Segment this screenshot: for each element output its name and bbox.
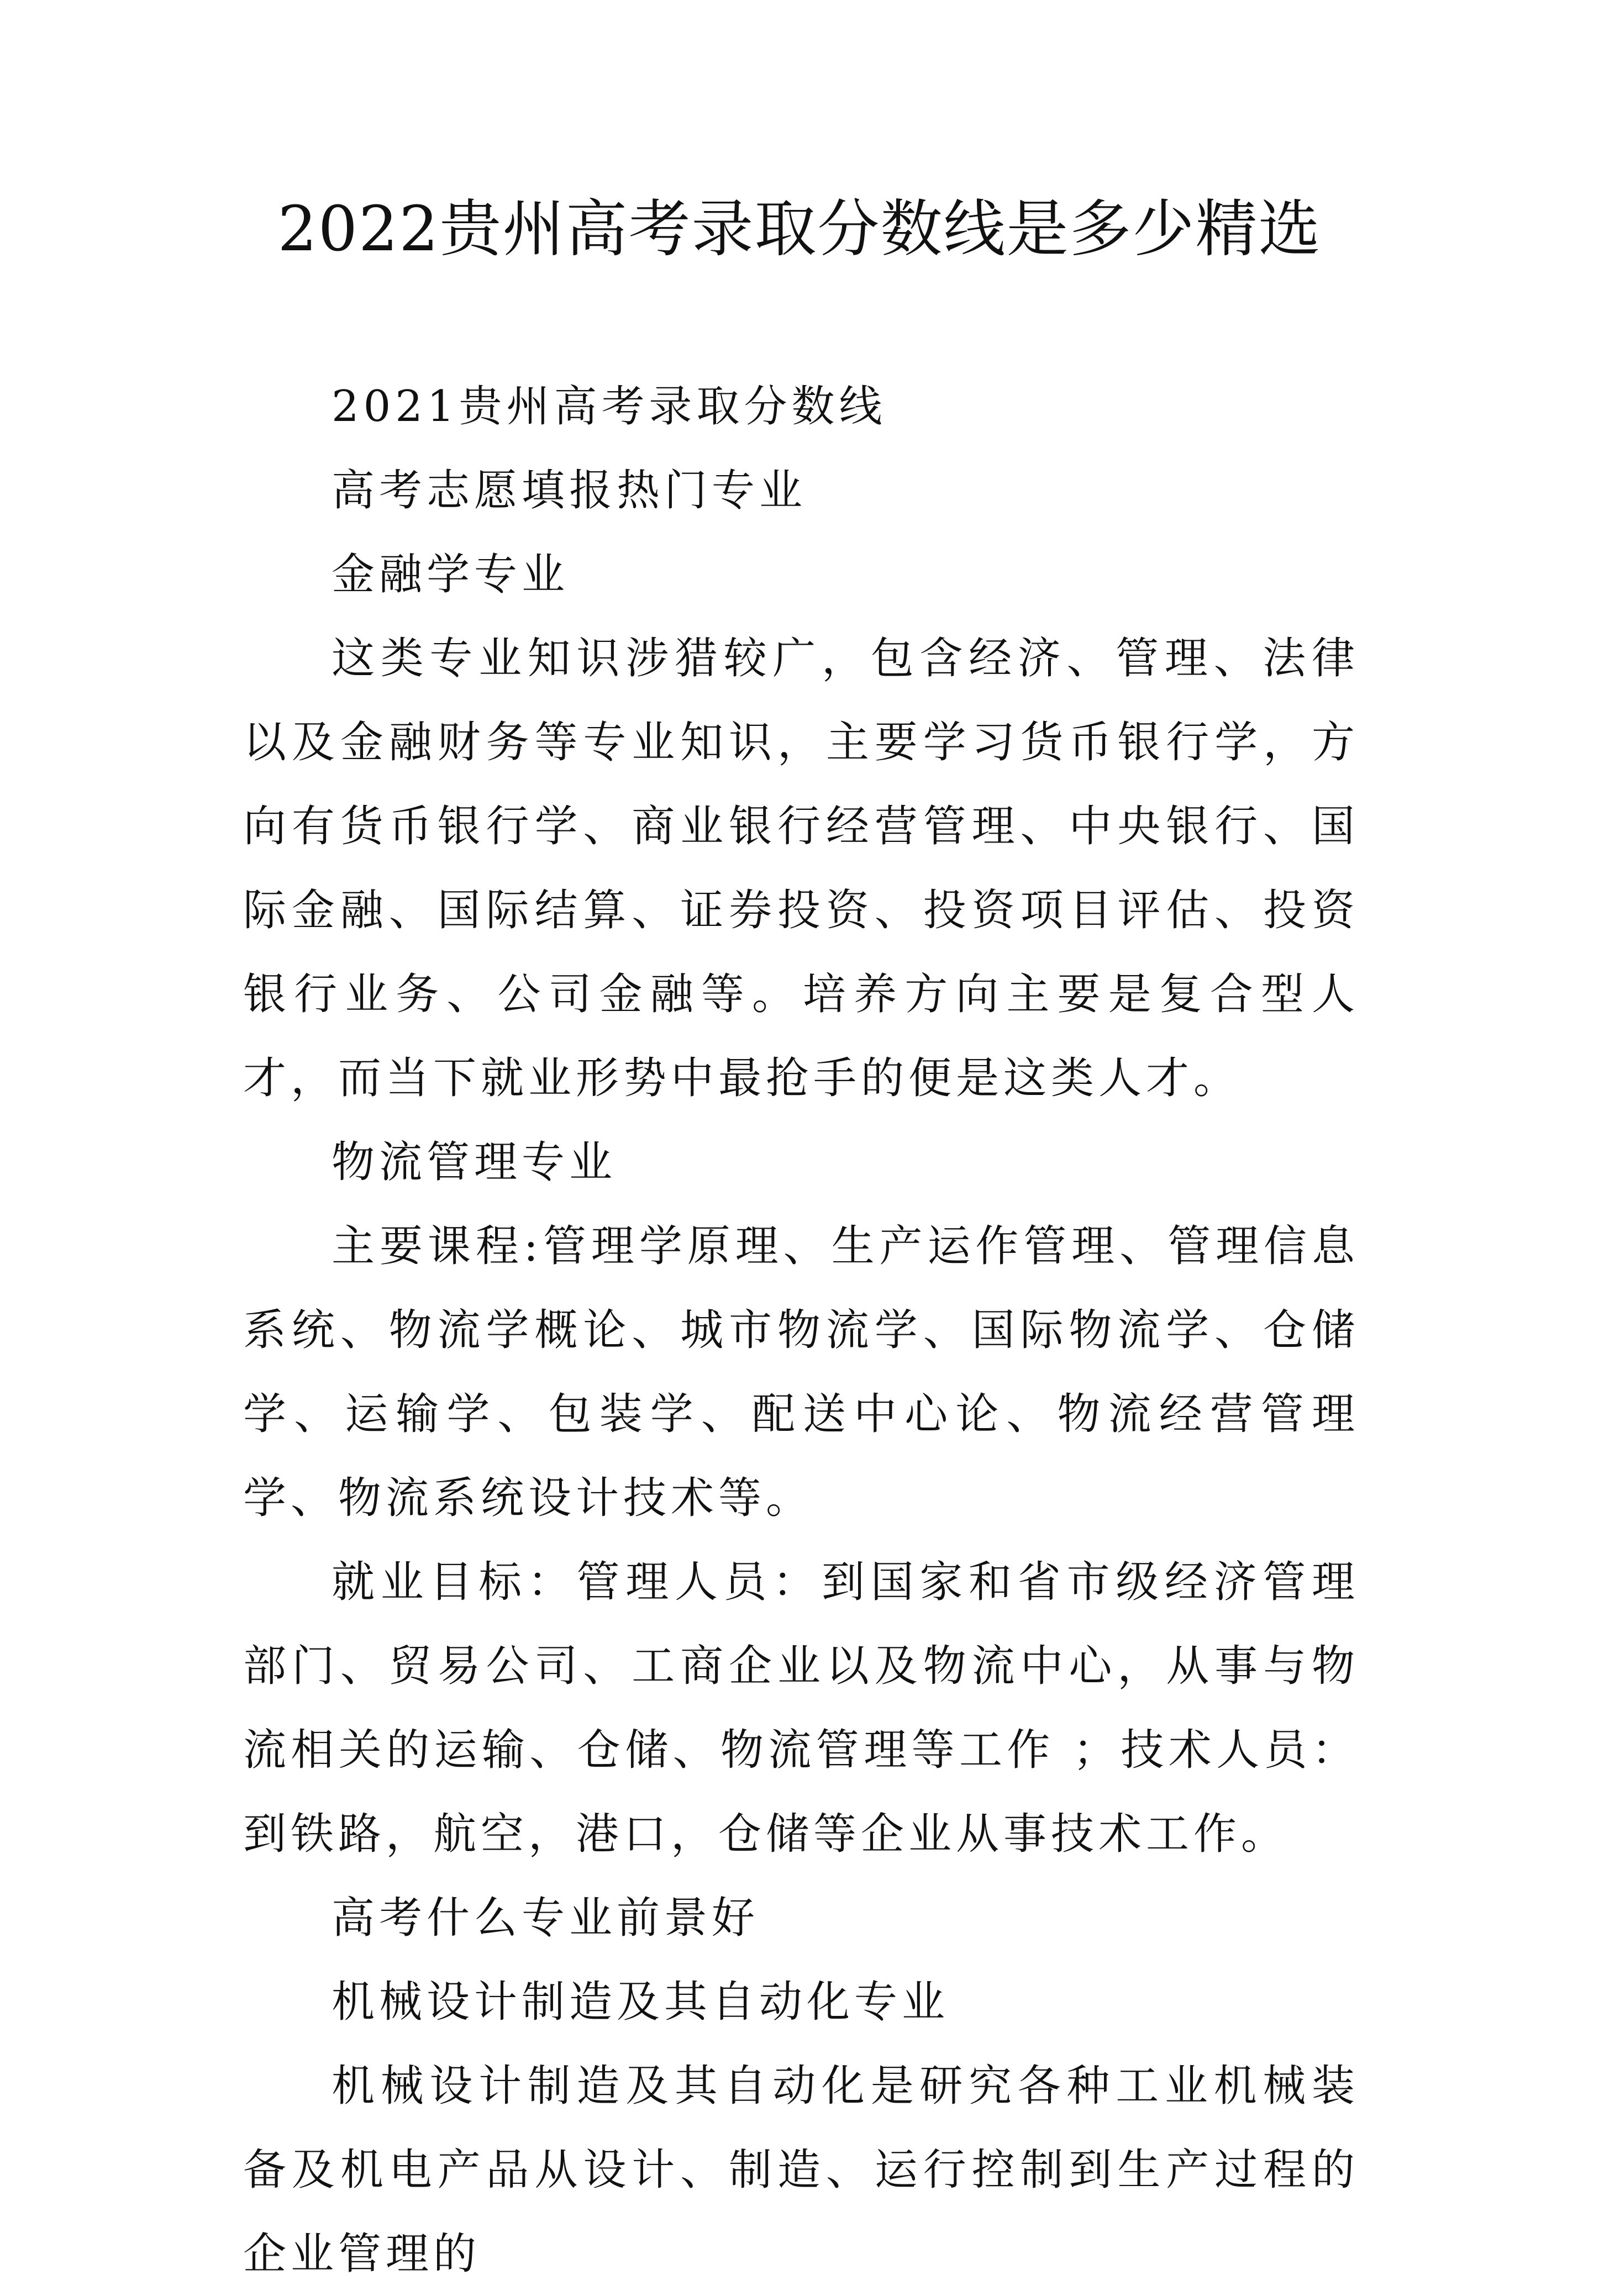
paragraph-heading: 高考志愿填报热门专业 <box>332 466 807 515</box>
document-body <box>243 365 1359 2296</box>
paragraph: 主要课程:管理学原理、生产运作管理、管理信息系统、物流学概论、城市物流学、国际物流学、仓储学、运输学、包装学、配送中心论、物流经营管理学、物流系统设计技术等。 <box>243 1221 1359 1523</box>
paragraph-heading: 2021贵州高考录取分数线 <box>332 382 887 431</box>
paragraph: 机械设计制造及其自动化是研究各种工业机械装备及机电产品从设计、制造、运行控制到生产过程的企业管理的 <box>243 2061 1359 2279</box>
paragraph-heading: 高考什么专业前景好 <box>332 1893 760 1943</box>
paragraph-heading: 金融学专业 <box>332 550 570 599</box>
paragraph: 这类专业知识涉猎较广，包含经济、管理、法律以及金融财务等专业知识，主要学习货币银行学，方向有货币银行学、商业银行经营管理、中央银行、国际金融、国际结算、证券投资、投资项目评估、投资银行业务、公司金融等。培养方向主要是复合型人才，而当下就业形势中最抢手的便是这类人才。 <box>243 634 1359 1103</box>
paragraph: 就业目标：管理人员：到国家和省市级经济管理部门、贸易公司、工商企业以及物流中心，从事与物流相关的运输、仓储、物流管理等工作 ；技术人员：到铁路，航空，港口，仓储等企业从事技术工作。 <box>243 1557 1359 1859</box>
document-title: 2022贵州高考录取分数线是多少精选 <box>277 193 1322 265</box>
paragraph-heading: 物流管理专业 <box>332 1138 617 1187</box>
paragraph-heading: 机械设计制造及其自动化专业 <box>332 1977 950 2027</box>
